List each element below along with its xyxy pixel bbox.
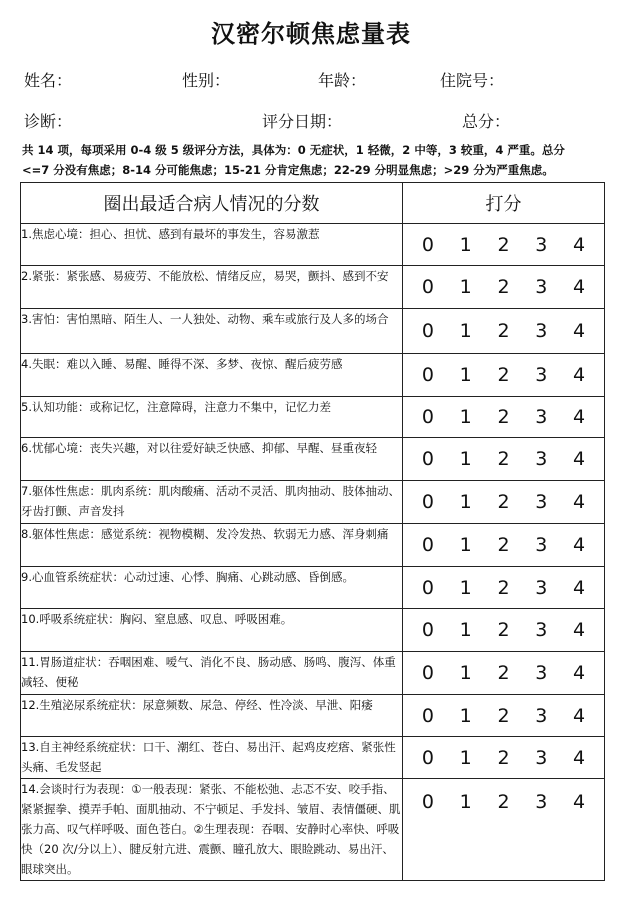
score-options — [403, 224, 605, 266]
gender-field-label: 性别： — [182, 71, 231, 90]
item-description: 12.生殖泌尿系统症状：尿意频数、尿急、停经、性冷淡、早泄、阳痿 — [21, 695, 403, 737]
score-column-header: 打分 — [403, 183, 605, 224]
score-option[interactable]: 3 — [535, 406, 548, 428]
score-option[interactable]: 0 — [421, 576, 434, 599]
score-option[interactable]: 4 — [573, 491, 586, 513]
item-description: 3.害怕：害怕黑暗、陌生人、一人独处、动物、乘车或旅行及人多的场合 — [21, 309, 403, 354]
score-options — [403, 609, 605, 652]
score-option[interactable]: 2 — [497, 276, 510, 298]
item-description: 2.紧张：紧张感、易疲劳、不能放松、情绪反应，易哭，颤抖、感到不安 — [21, 266, 403, 309]
table-row — [21, 609, 605, 652]
score-options — [403, 567, 605, 609]
score-option[interactable]: 4 — [573, 534, 586, 556]
score-option[interactable]: 1 — [459, 448, 472, 470]
item-description: 14.会谈时行为表现：①一般表现：紧张、不能松弛、忐忑不安、咬手指、紧紧握拳、摸弄手帕、面肌抽动、不宁顿足、手发抖、皱眉、表情僵硬、肌张力高、叹气样呼吸、面色苍白。②生理表现：吞咽、安静时心率快、呼吸快（20 次/分以上）、腱反射亢进、震颤、瞳孔放大、眼睑跳动、易出汗、眼球突出。 — [21, 779, 403, 881]
table-row — [21, 354, 605, 397]
table-row — [21, 224, 605, 266]
score-option[interactable]: 2 — [497, 791, 510, 813]
score-option[interactable]: 1 — [459, 320, 472, 342]
score-option[interactable]: 0 — [421, 233, 434, 256]
score-option[interactable]: 1 — [459, 233, 472, 256]
item-column-header: 圈出最适合病人情况的分数 — [21, 183, 403, 224]
inpatient-number-field-label: 住院号： — [440, 71, 505, 90]
item-description: 7.躯体性焦虑：肌肉系统：肌肉酸痛、活动不灵活、肌肉抽动、肢体抽动、牙齿打颤、声音发抖 — [21, 481, 403, 524]
score-option[interactable]: 1 — [459, 364, 472, 386]
score-option[interactable]: 3 — [535, 576, 548, 599]
total-score-field-label: 总分： — [462, 112, 511, 131]
score-option[interactable]: 1 — [459, 746, 472, 769]
score-options — [403, 438, 605, 481]
score-option[interactable]: 0 — [421, 320, 434, 342]
score-option[interactable]: 2 — [497, 491, 510, 513]
score-option-group — [403, 534, 604, 556]
score-options — [403, 695, 605, 737]
score-option[interactable]: 3 — [535, 534, 548, 556]
instruction-line: <=7 分没有焦虑；8-14 分可能焦虑；15-21 分肯定焦虑；22-29 分明显焦虑；>29 分为严重焦虑。 — [22, 163, 554, 177]
score-option[interactable]: 0 — [421, 406, 434, 428]
table-header-row — [21, 183, 605, 224]
score-option[interactable]: 1 — [459, 406, 472, 428]
score-option[interactable]: 1 — [459, 491, 472, 513]
score-options — [403, 524, 605, 567]
table-row — [21, 309, 605, 354]
score-option[interactable]: 1 — [459, 534, 472, 556]
item-description: 5.认知功能：或称记忆，注意障碍，注意力不集中，记忆力差 — [21, 397, 403, 438]
score-option[interactable]: 2 — [497, 662, 510, 684]
score-option[interactable]: 1 — [459, 619, 472, 641]
score-option[interactable]: 3 — [535, 233, 548, 256]
score-option[interactable]: 4 — [573, 619, 586, 641]
score-options — [403, 309, 605, 354]
score-option[interactable]: 2 — [497, 364, 510, 386]
score-option-group — [403, 320, 604, 342]
score-option[interactable]: 4 — [573, 791, 586, 813]
score-option[interactable]: 4 — [573, 320, 586, 342]
score-option-group — [403, 364, 604, 386]
score-option-group — [403, 491, 604, 513]
score-option-group — [403, 276, 604, 298]
score-option[interactable]: 4 — [573, 576, 586, 599]
score-option[interactable]: 3 — [535, 704, 548, 727]
score-option[interactable]: 0 — [421, 704, 434, 727]
score-option[interactable]: 1 — [459, 276, 472, 298]
score-option-group — [403, 234, 604, 256]
score-options — [403, 397, 605, 438]
score-option[interactable]: 2 — [497, 704, 510, 727]
item-description: 4.失眠：难以入睡、易醒、睡得不深、多梦、夜惊、醒后疲劳感 — [21, 354, 403, 397]
score-option[interactable]: 0 — [421, 491, 434, 513]
scoring-instructions — [22, 140, 608, 180]
score-option[interactable]: 4 — [573, 448, 586, 470]
score-option-group — [403, 705, 604, 727]
score-option[interactable]: 4 — [573, 364, 586, 386]
item-description: 10.呼吸系统症状：胸闷、窒息感、叹息、呼吸困难。 — [21, 609, 403, 652]
score-option[interactable]: 0 — [421, 746, 434, 769]
score-option[interactable]: 2 — [497, 619, 510, 641]
score-option[interactable]: 3 — [535, 320, 548, 342]
table-row — [21, 779, 605, 881]
score-option[interactable]: 3 — [535, 491, 548, 513]
score-option[interactable]: 2 — [497, 320, 510, 342]
score-option[interactable]: 1 — [459, 576, 472, 599]
score-option-group — [403, 619, 604, 641]
score-options — [403, 481, 605, 524]
score-option[interactable]: 3 — [535, 364, 548, 386]
score-option[interactable]: 4 — [573, 704, 586, 727]
table-row — [21, 397, 605, 438]
score-option[interactable]: 3 — [535, 448, 548, 470]
table-row — [21, 481, 605, 524]
score-options — [403, 266, 605, 309]
score-option[interactable]: 4 — [573, 662, 586, 684]
instruction-line: 共 14 项，每项采用 0-4 级 5 级评分方法，具体为：0 无症状，1 轻微，2 中等，3 较重，4 严重。总分 — [22, 143, 565, 157]
score-option[interactable]: 0 — [421, 791, 434, 813]
score-option[interactable]: 2 — [497, 534, 510, 556]
score-option[interactable]: 2 — [497, 406, 510, 428]
table-row — [21, 524, 605, 567]
item-description: 1.焦虑心境：担心、担忧、感到有最坏的事发生，容易激惹 — [21, 224, 403, 266]
score-option[interactable]: 4 — [573, 276, 586, 298]
age-field-label: 年龄： — [318, 71, 367, 90]
score-option[interactable]: 1 — [459, 704, 472, 727]
score-option[interactable]: 4 — [573, 406, 586, 428]
score-option[interactable]: 4 — [573, 746, 586, 769]
table-row — [21, 737, 605, 779]
score-option[interactable]: 2 — [497, 746, 510, 769]
score-option[interactable]: 3 — [535, 662, 548, 684]
table-row — [21, 438, 605, 481]
item-description: 6.忧郁心境：丧失兴趣，对以往爱好缺乏快感、抑郁、早醒、昼重夜轻 — [21, 438, 403, 481]
item-description: 13.自主神经系统症状：口干、潮红、苍白、易出汗、起鸡皮疙瘩、紧张性头痛、毛发竖起 — [21, 737, 403, 779]
score-option[interactable]: 4 — [573, 233, 586, 256]
item-description: 8.躯体性焦虑：感觉系统：视物模糊、发冷发热、软弱无力感、浑身刺痛 — [21, 524, 403, 567]
score-option[interactable]: 2 — [497, 448, 510, 470]
score-option[interactable]: 2 — [497, 233, 510, 256]
rating-date-field-label: 评分日期： — [262, 112, 343, 131]
table-row — [21, 695, 605, 737]
score-option[interactable]: 0 — [421, 534, 434, 556]
score-option[interactable]: 0 — [421, 276, 434, 298]
score-options — [403, 652, 605, 695]
score-option[interactable]: 2 — [497, 576, 510, 599]
diagnosis-field-label: 诊断： — [24, 112, 73, 131]
score-option-group — [403, 406, 604, 428]
score-option[interactable]: 1 — [459, 791, 472, 813]
rating-table — [20, 182, 605, 881]
table-row — [21, 567, 605, 609]
scale-title: 汉密尔顿焦虑量表 — [211, 20, 411, 48]
score-options — [403, 354, 605, 397]
score-option[interactable]: 0 — [421, 619, 434, 641]
score-option[interactable]: 0 — [421, 448, 434, 470]
score-option[interactable]: 3 — [535, 619, 548, 641]
score-option-group — [403, 791, 604, 813]
table-row — [21, 266, 605, 309]
score-option-group — [403, 747, 604, 769]
name-field-label: 姓名： — [24, 71, 73, 90]
score-option[interactable]: 3 — [535, 276, 548, 298]
table-row — [21, 652, 605, 695]
score-option-group — [403, 662, 604, 684]
score-option[interactable]: 3 — [535, 746, 548, 769]
item-description: 11.胃肠道症状：吞咽困难、嗳气、消化不良、肠动感、肠鸣、腹泻、体重减轻、便秘 — [21, 652, 403, 695]
score-options — [403, 779, 605, 881]
score-option[interactable]: 0 — [421, 364, 434, 386]
score-option[interactable]: 1 — [459, 662, 472, 684]
score-option[interactable]: 0 — [421, 662, 434, 684]
score-option[interactable]: 3 — [535, 791, 548, 813]
score-option-group — [403, 577, 604, 599]
score-options — [403, 737, 605, 779]
score-option-group — [403, 448, 604, 470]
item-description: 9.心血管系统症状：心动过速、心悸、胸痛、心跳动感、昏倒感。 — [21, 567, 403, 609]
